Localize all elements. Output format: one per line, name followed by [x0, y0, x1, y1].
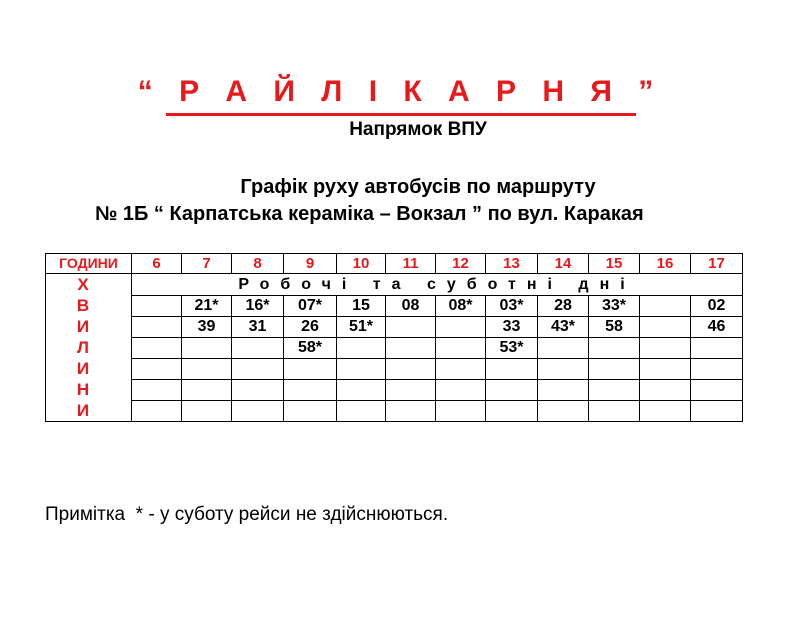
minute-cell [486, 359, 538, 380]
minute-cell [132, 338, 182, 359]
minute-cell [589, 401, 640, 422]
minute-cell [232, 359, 284, 380]
minute-cell: 33* [589, 296, 640, 317]
minute-cell [538, 380, 589, 401]
minute-cell [284, 380, 337, 401]
minute-cell: 33 [486, 317, 538, 338]
minute-cell: 31 [232, 317, 284, 338]
minute-cell: 07* [284, 296, 337, 317]
minute-cell [232, 338, 284, 359]
minute-cell [691, 338, 743, 359]
minute-cell [486, 401, 538, 422]
minute-cell [182, 401, 232, 422]
minute-cell [436, 359, 486, 380]
minute-cell [589, 380, 640, 401]
minute-cell [337, 401, 386, 422]
minute-cell [232, 401, 284, 422]
minute-cell: 39 [182, 317, 232, 338]
minute-cell [386, 317, 436, 338]
direction-label: Напрямок ВПУ [349, 119, 487, 140]
minutes-row [46, 317, 743, 338]
minutes-row [46, 401, 743, 422]
minute-cell: 02 [691, 296, 743, 317]
minutes-label [46, 274, 132, 422]
hour-cell: 17 [691, 254, 743, 274]
minute-cell [132, 401, 182, 422]
minute-cell [538, 359, 589, 380]
minute-cell [691, 359, 743, 380]
minute-cell [589, 359, 640, 380]
minute-cell [132, 296, 182, 317]
hour-cell: 14 [538, 254, 589, 274]
schedule-table [45, 253, 743, 422]
minute-cell [589, 338, 640, 359]
minute-cell [640, 359, 691, 380]
minute-cell [436, 380, 486, 401]
stop-title: “ Р А Й Л І К А Р Н Я ” [137, 75, 663, 108]
minute-cell [691, 401, 743, 422]
hour-cell: 13 [486, 254, 538, 274]
minute-cell [232, 380, 284, 401]
footnote: Примітка * - у суботу рейси не здійснюються. [45, 504, 449, 525]
route-title: № 1Б “ Карпатська кераміка – Вокзал ” по вул. Каракая [95, 203, 644, 225]
minute-cell [284, 401, 337, 422]
minute-cell: 16* [232, 296, 284, 317]
minute-cell [386, 380, 436, 401]
hours-label: ГОДИНИ [46, 254, 132, 274]
minute-cell: 08* [436, 296, 486, 317]
minutes-row [46, 359, 743, 380]
minute-cell: 58* [284, 338, 337, 359]
minute-cell [132, 359, 182, 380]
minute-cell: 08 [386, 296, 436, 317]
minute-cell: 51* [337, 317, 386, 338]
hour-cell: 7 [182, 254, 232, 274]
minute-cell [640, 401, 691, 422]
minutes-letter: Х [77, 275, 100, 294]
hour-cell: 12 [436, 254, 486, 274]
minute-cell [691, 380, 743, 401]
minute-cell: 43* [538, 317, 589, 338]
minute-cell: 28 [538, 296, 589, 317]
minute-cell: 21* [182, 296, 232, 317]
minute-cell [132, 317, 182, 338]
days-row [46, 274, 743, 296]
hour-cell: 10 [337, 254, 386, 274]
minute-cell [436, 401, 486, 422]
minutes-letter: В [76, 296, 101, 315]
days-label: Робочі та суботні дні [132, 274, 743, 296]
minute-cell [337, 380, 386, 401]
minute-cell: 46 [691, 317, 743, 338]
minute-cell [182, 338, 232, 359]
hour-cell: 6 [132, 254, 182, 274]
minute-cell [132, 380, 182, 401]
minute-cell: 26 [284, 317, 337, 338]
minute-cell [640, 380, 691, 401]
minute-cell [436, 338, 486, 359]
minute-cell: 03* [486, 296, 538, 317]
minute-cell [486, 380, 538, 401]
minute-cell [284, 359, 337, 380]
title-underline [166, 113, 636, 116]
minutes-letter: И [76, 401, 101, 420]
minutes-row [46, 338, 743, 359]
schedule-title: Графік руху автобусів по маршруту [240, 176, 596, 198]
minute-cell: 53* [486, 338, 538, 359]
minute-cell [386, 401, 436, 422]
minute-cell [538, 401, 589, 422]
minute-cell: 58 [589, 317, 640, 338]
hour-cell: 16 [640, 254, 691, 274]
minute-cell [182, 380, 232, 401]
hour-cell: 9 [284, 254, 337, 274]
minute-cell [640, 338, 691, 359]
minute-cell [386, 359, 436, 380]
minutes-letter: И [76, 359, 101, 378]
minute-cell [337, 338, 386, 359]
hour-cell: 8 [232, 254, 284, 274]
minutes-row [46, 380, 743, 401]
minutes-letter: Н [76, 380, 101, 399]
hours-header-row [46, 254, 743, 274]
minute-cell [182, 359, 232, 380]
minute-cell [436, 317, 486, 338]
minute-cell [337, 359, 386, 380]
hour-cell: 15 [589, 254, 640, 274]
minute-cell [640, 317, 691, 338]
minute-cell [538, 338, 589, 359]
minutes-row [46, 296, 743, 317]
minute-cell: 15 [337, 296, 386, 317]
minute-cell [640, 296, 691, 317]
minutes-letter: Л [77, 338, 100, 357]
hour-cell: 11 [386, 254, 436, 274]
minutes-letter: И [76, 317, 101, 336]
minute-cell [386, 338, 436, 359]
